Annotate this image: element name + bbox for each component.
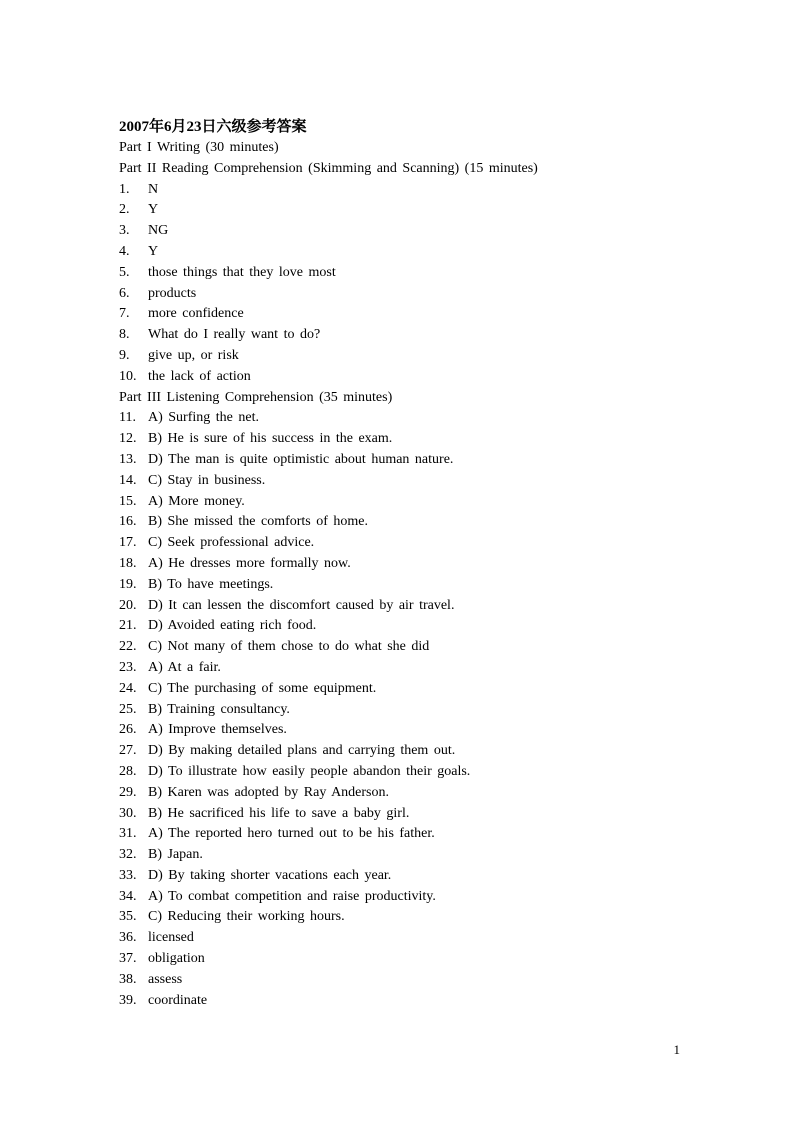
answer-item (119, 949, 719, 970)
answer-text: D) Avoided eating rich food. (148, 618, 317, 634)
answer-item (119, 221, 719, 242)
answer-number: 17. (119, 535, 137, 551)
answer-number: 14. (119, 472, 137, 488)
answer-item (119, 991, 719, 1012)
answer-item (119, 408, 719, 429)
answer-text: C) Seek professional advice. (148, 535, 315, 551)
answer-text: D) By making detailed plans and carrying them out. (148, 743, 456, 759)
answer-text: B) He is sure of his success in the exam. (148, 431, 393, 447)
answer-number: 26. (119, 722, 137, 738)
answer-number: 5. (119, 264, 130, 280)
answer-text: assess (148, 971, 183, 987)
answer-item (119, 679, 719, 700)
answer-item (119, 575, 719, 596)
answer-text: Y (148, 243, 159, 259)
answer-text: D) The man is quite optimistic about human nature. (148, 451, 454, 467)
page-title: 2007年6月23日六级参考答案 (119, 119, 307, 135)
answer-number: 36. (119, 930, 137, 946)
answer-item (119, 762, 719, 783)
answer-item (119, 180, 719, 201)
answer-number: 30. (119, 805, 137, 821)
answer-number: 29. (119, 784, 137, 800)
answer-text: What do I really want to do? (148, 327, 321, 343)
answer-number: 9. (119, 347, 130, 363)
answer-number: 6. (119, 285, 130, 301)
answer-number: 38. (119, 971, 137, 987)
answer-number: 1. (119, 181, 130, 197)
answer-item (119, 907, 719, 928)
answer-item (119, 596, 719, 617)
answer-text: A) To combat competition and raise productivity. (148, 888, 436, 904)
answer-text: coordinate (148, 992, 208, 1008)
answer-item (119, 804, 719, 825)
answer-item (119, 928, 719, 949)
answer-item (119, 741, 719, 762)
answer-item (119, 616, 719, 637)
answer-text: B) Japan. (148, 847, 203, 863)
answer-text: A) At a fair. (148, 659, 221, 675)
answer-item (119, 263, 719, 284)
answer-number: 37. (119, 951, 137, 967)
answer-text: A) More money. (148, 493, 245, 509)
answer-item (119, 554, 719, 575)
answer-number: 31. (119, 826, 137, 842)
answer-text: D) By taking shorter vacations each year. (148, 867, 392, 883)
answer-number: 33. (119, 867, 137, 883)
answer-number: 7. (119, 306, 130, 322)
answer-text: B) To have meetings. (148, 576, 274, 592)
answer-text: C) Stay in business. (148, 472, 266, 488)
answer-number: 22. (119, 639, 137, 655)
answer-number: 20. (119, 597, 137, 613)
answer-item (119, 720, 719, 741)
answer-text: the lack of action (148, 368, 251, 384)
answer-number: 19. (119, 576, 137, 592)
answer-text: A) He dresses more formally now. (148, 555, 351, 571)
answer-number: 12. (119, 431, 137, 447)
answer-text: A) Improve themselves. (148, 722, 287, 738)
page-number: 1 (673, 1042, 680, 1057)
answer-number: 3. (119, 223, 130, 239)
answer-item (119, 242, 719, 263)
answer-number: 34. (119, 888, 137, 904)
answer-item (119, 325, 719, 346)
answer-text: B) Training consultancy. (148, 701, 290, 717)
answer-text: N (148, 181, 159, 197)
answer-text: C) Reducing their working hours. (148, 909, 345, 925)
answer-item (119, 845, 719, 866)
answer-number: 28. (119, 763, 137, 779)
answer-number: 27. (119, 743, 137, 759)
answer-text: NG (148, 223, 169, 239)
answer-item (119, 304, 719, 325)
answer-item (119, 346, 719, 367)
answer-text: licensed (148, 930, 194, 946)
answer-text: D) It can lessen the discomfort caused by air travel. (148, 597, 455, 613)
answer-number: 10. (119, 368, 137, 384)
answer-text: give up, or risk (148, 347, 239, 363)
answer-text: Y (148, 202, 159, 218)
answer-item (119, 450, 719, 471)
answer-item (119, 887, 719, 908)
answer-number: 21. (119, 618, 137, 634)
answer-item (119, 284, 719, 305)
answer-text: A) Surfing the net. (148, 410, 259, 426)
answer-text: more confidence (148, 306, 244, 322)
answer-item (119, 658, 719, 679)
answer-number: 4. (119, 243, 130, 259)
answer-number: 13. (119, 451, 137, 467)
answer-text: C) Not many of them chose to do what she did (148, 639, 430, 655)
answer-text: B) She missed the comforts of home. (148, 514, 369, 530)
answer-text: B) Karen was adopted by Ray Anderson. (148, 784, 390, 800)
answer-item (119, 429, 719, 450)
answer-item (119, 970, 719, 991)
answer-number: 35. (119, 909, 137, 925)
answer-text: A) The reported hero turned out to be his father. (148, 826, 435, 842)
section-writing-heading: Part I Writing (30 minutes) (119, 140, 279, 155)
answer-item (119, 512, 719, 533)
answer-text: products (148, 285, 197, 301)
reading-answer-list (119, 180, 719, 388)
answer-item (119, 866, 719, 887)
answer-number: 24. (119, 680, 137, 696)
answer-number: 15. (119, 493, 137, 509)
listening-answer-list (119, 408, 719, 1011)
answer-text: C) The purchasing of some equipment. (148, 680, 377, 696)
answer-number: 11. (119, 410, 136, 426)
answer-number: 2. (119, 202, 130, 218)
answer-number: 32. (119, 847, 137, 863)
answer-item (119, 471, 719, 492)
answer-text: those things that they love most (148, 264, 336, 280)
section-listening-heading: Part III Listening Comprehension (35 minutes) (119, 389, 393, 405)
answer-number: 18. (119, 555, 137, 571)
answer-text: D) To illustrate how easily people abandon their goals. (148, 763, 471, 779)
answer-item (119, 200, 719, 221)
answer-item (119, 700, 719, 721)
answer-number: 23. (119, 659, 137, 675)
answer-item (119, 367, 719, 388)
answer-number: 8. (119, 327, 130, 343)
answer-key-content (119, 116, 719, 1011)
answer-text: B) He sacrificed his life to save a baby girl. (148, 805, 410, 821)
answer-item (119, 824, 719, 845)
answer-item (119, 533, 719, 554)
answer-number: 39. (119, 992, 137, 1008)
answer-number: 16. (119, 514, 137, 530)
section-reading-heading: Part II Reading Comprehension (Skimming and Scanning) (15 minutes) (119, 160, 538, 176)
answer-item (119, 637, 719, 658)
answer-item (119, 783, 719, 804)
answer-item (119, 492, 719, 513)
answer-number: 25. (119, 701, 137, 717)
answer-text: obligation (148, 951, 205, 967)
